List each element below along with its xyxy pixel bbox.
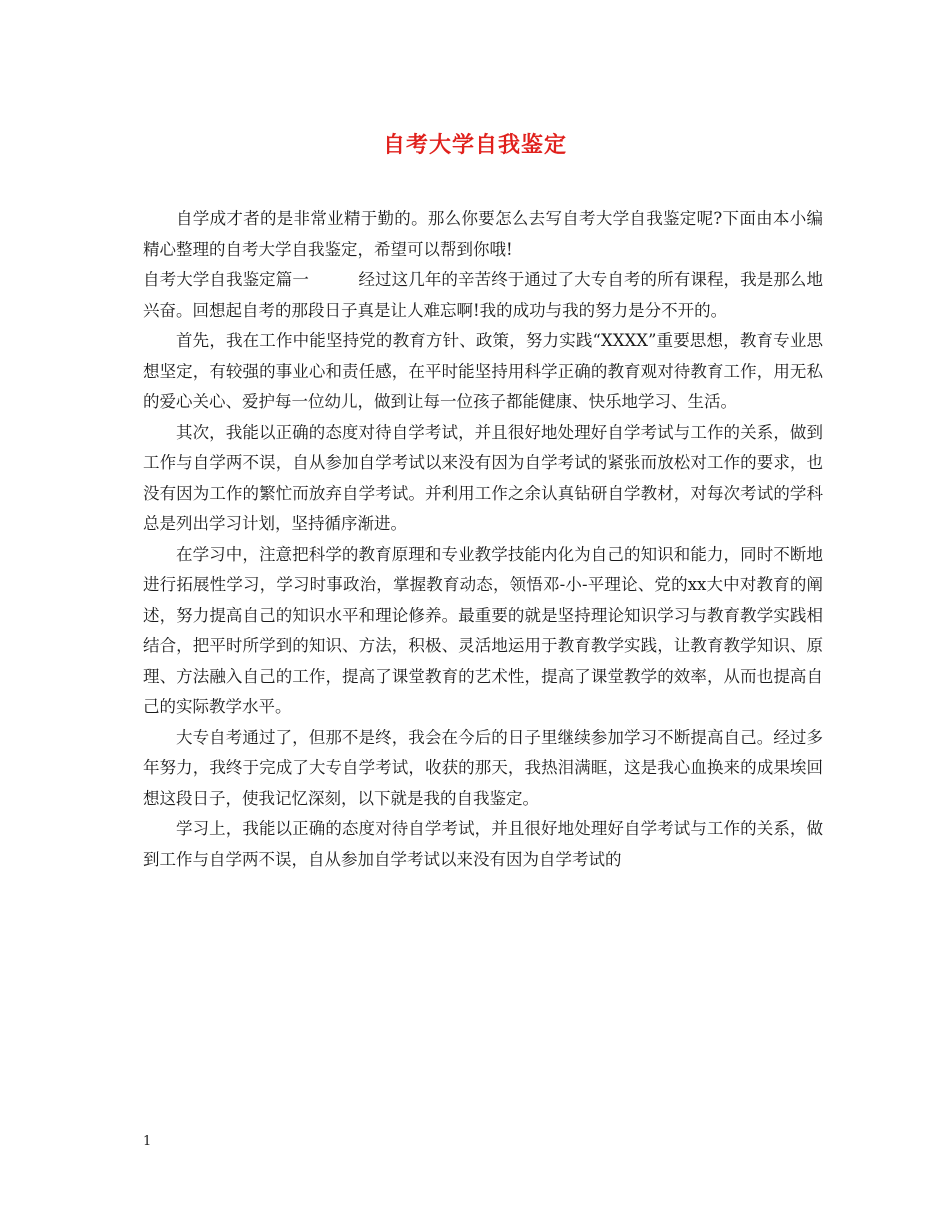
body-paragraph-4: 大专自考通过了，但那不是终，我会在今后的日子里继续参加学习不断提高自己。经过多年努力，我终于完成了大专自学考试，收获的那天，我热泪满眶，这是我心血换来的成果埃回想这段日子，使我记忆深刻，以下就是我的自我鉴定。 xyxy=(143,727,823,808)
body-paragraph-3: 在学习中，注意把科学的教育原理和专业教学技能内化为自己的知识和能力，同时不断地进行拓展性学习，学习时事政治，掌握教育动态，领悟邓-小-平理论、党的xx大中对教育的阐述，努力提高自己的知识水平和理论修养。最重要的就是坚持理论知识学习与教育教学实践相结合，把平时所学到的知识、方法，积极、灵活地运用于教育教学实践，让教育教学知识、原理、方法融入自己的工作，提高了课堂教育的艺术性，提高了课堂教学的效率，从而也提高自己的实际教学水平。 xyxy=(143,544,823,716)
intro-paragraph: 自学成才者的是非常业精于勤的。那么你要怎么去写自考大学自我鉴定呢?下面由本小编精心整理的自考大学自我鉴定，希望可以帮到你哦! xyxy=(143,209,823,259)
section-paragraph xyxy=(143,265,823,326)
section-heading: 自考大学自我鉴定篇一 xyxy=(143,270,309,289)
body-paragraph-2: 其次，我能以正确的态度对待自学考试，并且很好地处理好自学考试与工作的关系，做到工作与自学两不误，自从参加自学考试以来没有因为自学考试的紧张而放松对工作的要求，也没有因为工作的繁忙而放弃自学考试。并利用工作之余认真钻研自学教材，对每次考试的学科总是列出学习计划，坚持循序渐进。 xyxy=(143,422,823,533)
section-first-text: 经过这几年的辛苦终于通过了大专自考的所有课程，我是那么地兴奋。回想起自考的那段日子真是让人难忘啊!我的成功与我的努力是分不开的。 xyxy=(143,270,824,320)
page-number: 1 xyxy=(143,1134,152,1149)
body-paragraph-1: 首先，我在工作中能坚持党的教育方针、政策，努力实践“XXXX”重要思想，教育专业思想坚定，有较强的事业心和责任感，在平时能坚持用科学正确的教育观对待教育工作，用无私的爱心关心、爱护每一位幼儿，做到让每一位孩子都能健康、快乐地学习、生活。 xyxy=(143,331,823,411)
body-paragraph-5: 学习上，我能以正确的态度对待自学考试，并且很好地处理好自学考试与工作的关系，做到工作与自学两不误，自从参加自学考试以来没有因为自学考试的 xyxy=(143,819,823,869)
document-title: 自考大学自我鉴定 xyxy=(382,132,567,158)
document-body xyxy=(143,204,823,875)
